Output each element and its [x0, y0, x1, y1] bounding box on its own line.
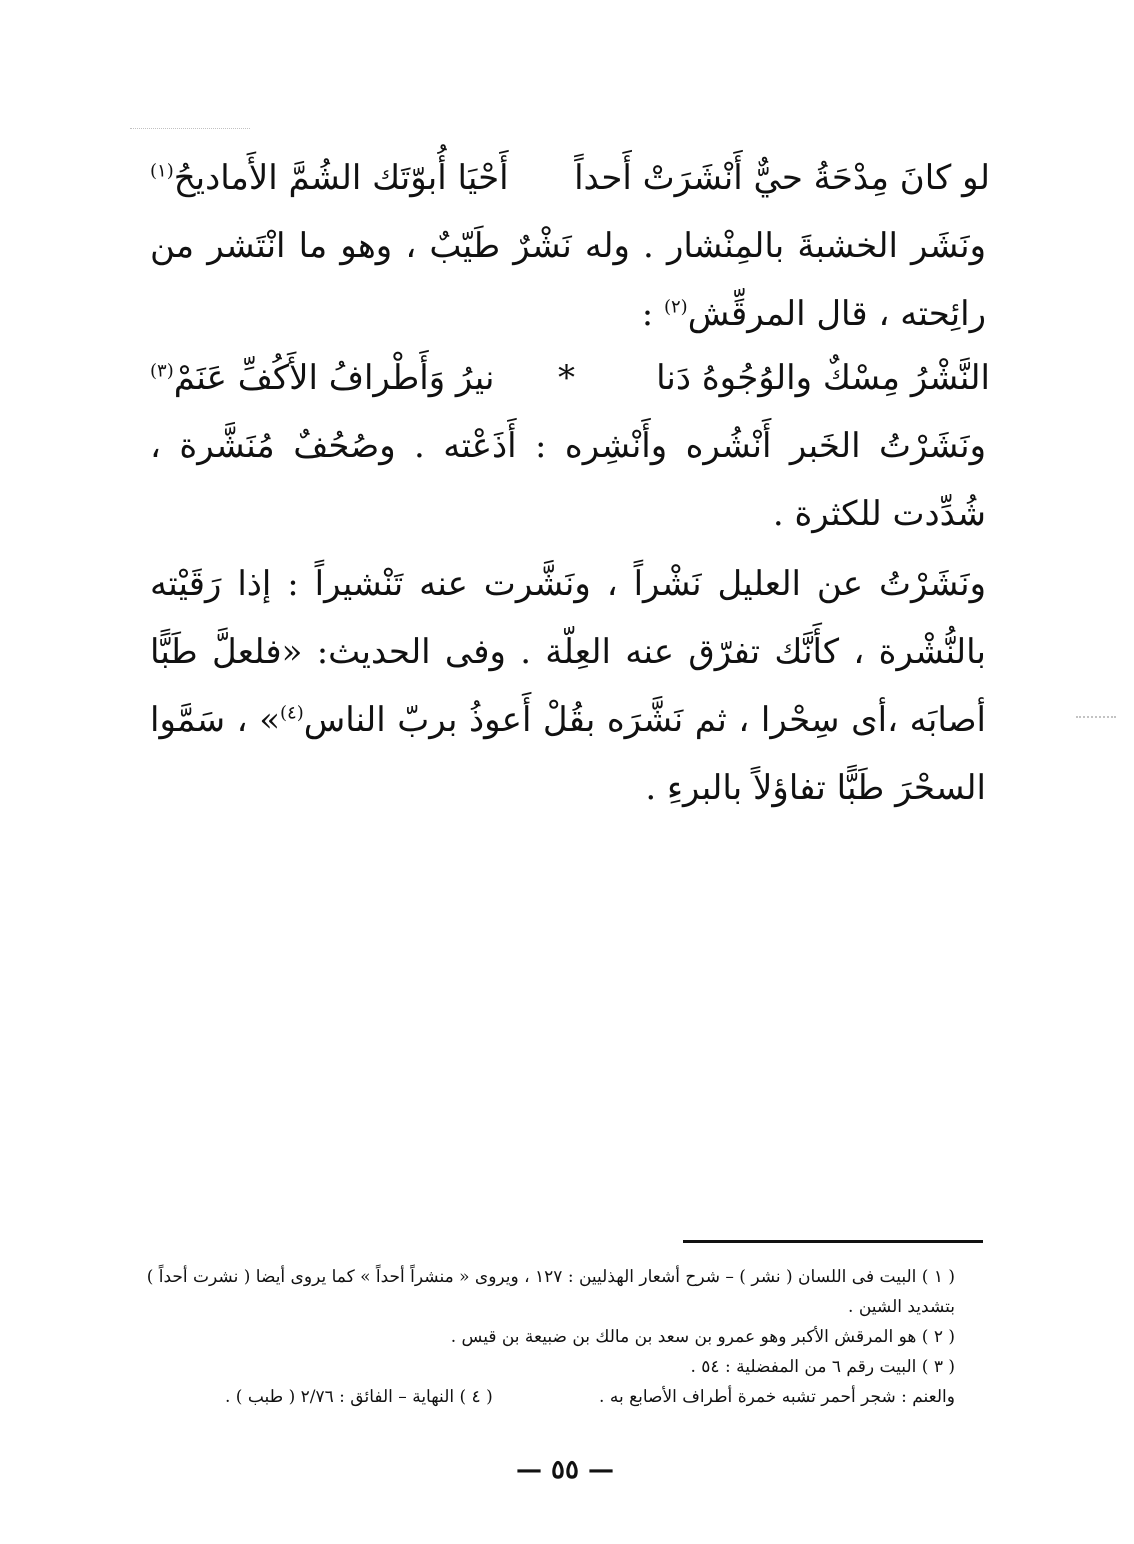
paragraph-2-text: ونَشَرْتُ الخَبر أَنْشُره وأَنْشِره : أَذَعْته . وصُحُفٌ مُنَشَّرة ، شُدِّدت للكثرة .: [150, 426, 986, 534]
paragraph-1: [150, 212, 1022, 348]
verse-2: [150, 350, 990, 406]
verse-1-second-hemistich: [150, 150, 509, 206]
verse-1-second-hemistich-text: أَحْيَا أُبوّتَك الشُمَّ الأَماديحُ: [173, 158, 509, 198]
footnote-1-text: البيت فى اللسان ( نشر ) – شرح أشعار الهذليين : ١٢٧ ، ويروى « منشراً أحداً » كما يروى أيضا ( نشرت أحداً ) بتشديد الشين .: [146, 1267, 955, 1317]
footnotes: [135, 1262, 955, 1412]
paragraph-3-text-before: ونَشَرْتُ عن العليل نَشْراً ، ونَشَّرت عنه تَنْشيراً : إذا رَقَيْته بالنُّشْرة ، كأَنَّك تفرّق عنه العِلّة . وفى الحديث: «فلعلَّ طَبًّا أصابَه ،أى سِحْرا ، ثم نَشَّرَه بقُلْ أَعوذُ بربّ الناس: [150, 564, 987, 740]
footnote-2-text: هو المرقش الأكبر وهو عمرو بن سعد بن مالك بن ضبيعة بن قيس .: [450, 1327, 917, 1347]
top-dotted-rule: [130, 128, 250, 129]
footnote-4-text: النهاية – الفائق : ٢/٧٦ ( طبب ) .: [225, 1387, 455, 1407]
footnote-4: [225, 1382, 493, 1412]
footnote-ref-4: (٤): [280, 702, 304, 724]
verse-1-first-hemistich: [574, 150, 990, 206]
verse-1-first-hemistich-text: لو كانَ مِدْحَةُ حيٌّ أَنْشَرَتْ أَحداً: [574, 158, 990, 198]
verse-separator-star: *: [558, 358, 575, 398]
footnote-1: [135, 1262, 955, 1322]
footnote-ref-1: (١): [150, 160, 174, 182]
footnote-separator: [683, 1240, 983, 1243]
verse-2-second-hemistich: [150, 350, 494, 406]
page-number: — ٥٥ —: [515, 1455, 615, 1485]
footnote-2: [135, 1322, 955, 1352]
footnote-ref-2: (٢): [663, 296, 688, 318]
margin-dots: [1076, 716, 1116, 718]
paragraph-2: [150, 412, 1022, 548]
footnote-3-continuation: والعنم : شجر أحمر تشبه خمرة أطراف الأصابع به .: [599, 1387, 955, 1407]
footnote-1-number: ( ١ ): [921, 1267, 955, 1287]
footnote-2-number: ( ٢ ): [921, 1327, 955, 1347]
verse-2-first-hemistich: [656, 350, 990, 406]
footnote-4-number: ( ٤ ): [459, 1387, 493, 1407]
paragraph-3-text-after: » ، سَمَّوا السحْرَ طَبًّا تفاؤلاً بالبرءِ .: [150, 700, 986, 808]
paragraph-1-text: ونَشَر الخشبةَ بالمِنْشار . وله نَشْرٌ طَيّبٌ ، وهو ما انْتَشر من رائِحته ، قال المرقِّش: [150, 226, 986, 334]
footnote-ref-3: (٣): [150, 360, 174, 382]
verse-1: [150, 150, 990, 206]
paragraph-3: [150, 550, 1022, 822]
footnote-row-last: [135, 1382, 955, 1412]
verse-2-first-hemistich-text: النَّشْرُ مِسْكٌ والوُجُوهُ دَنا: [656, 358, 990, 398]
paragraph-1-tail: :: [641, 294, 664, 334]
verse-2-second-hemistich-text: نيرُ وَأَطْرافُ الأَكُفِّ عَنَمْ: [173, 358, 495, 398]
footnote-3: [135, 1352, 955, 1382]
footnote-3-text: البيت رقم ٦ من المفضلية : ٥٤ .: [690, 1357, 917, 1377]
footnote-3-number: ( ٣ ): [921, 1357, 955, 1377]
